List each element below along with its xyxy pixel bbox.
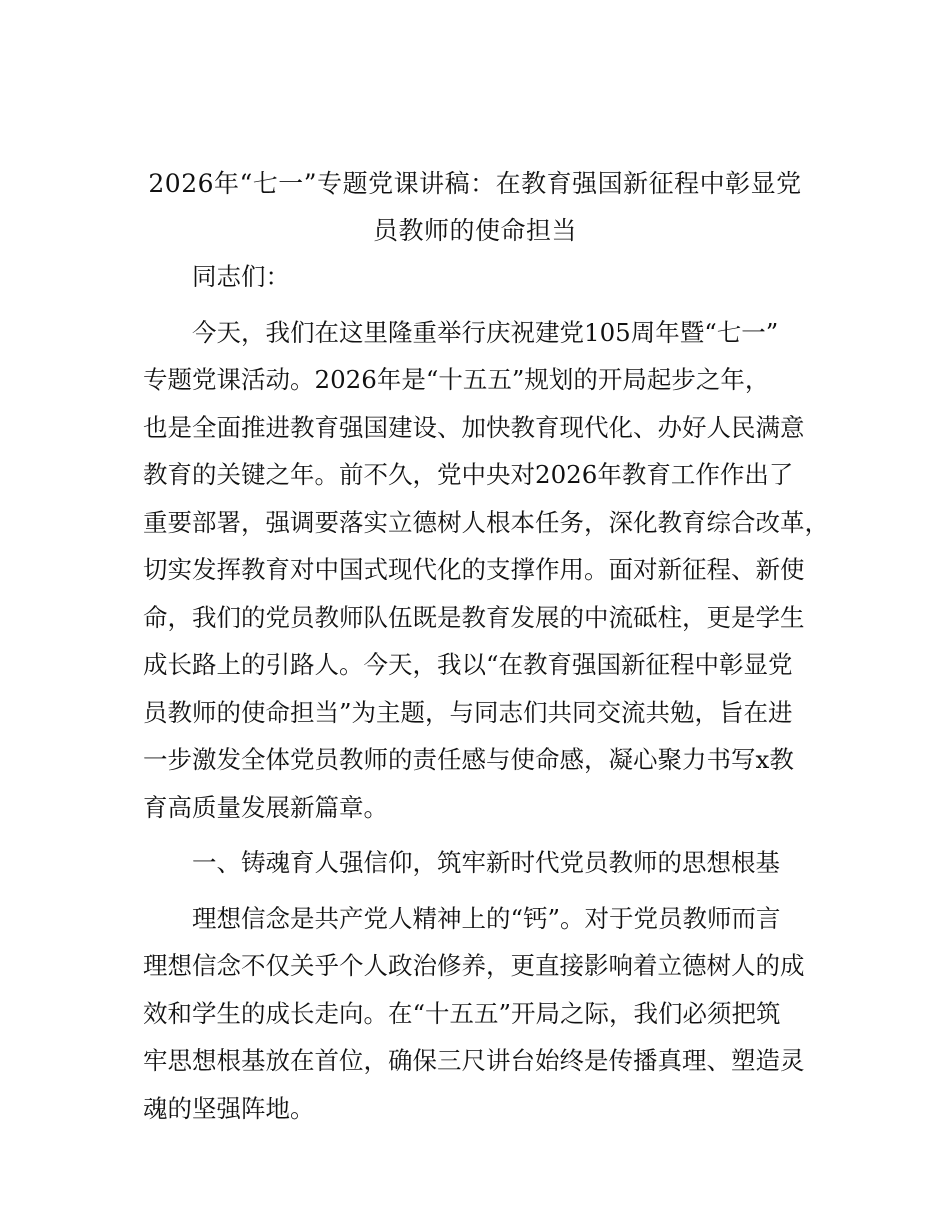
paragraph-line: 员教师的使命担当”为主题，与同志们共同交流共勉，旨在进 bbox=[143, 697, 793, 727]
salutation-text: 同志们： bbox=[192, 262, 290, 291]
paragraph-line: 成长路上的引路人。今天，我以“在教育强国新征程中彰显党 bbox=[143, 650, 793, 679]
section-heading-1 bbox=[143, 839, 808, 887]
paragraph-line: 切实发挥教育对中国式现代化的支撑作用。面对新征程、新使 bbox=[143, 555, 805, 584]
paragraph-line: 一步激发全体党员教师的责任感与使命感，凝心聚力书写x教 bbox=[143, 745, 794, 774]
document-title bbox=[143, 160, 807, 254]
paragraph-line: 重要部署，强调要落实立德树人根本任务，深化教育综合改革， bbox=[143, 507, 829, 537]
paragraph-line: 专题党课活动。2026年是“十五五”规划的开局起步之年， bbox=[143, 365, 770, 394]
paragraph-section1 bbox=[143, 895, 808, 1133]
paragraph-line: 教育的关键之年。前不久，党中央对2026年教育工作作出了 bbox=[143, 460, 794, 489]
paragraph-line: 育高质量发展新篇章。 bbox=[143, 792, 388, 822]
paragraph-line: 命，我们的党员教师队伍既是教育发展的中流砥柱，更是学生 bbox=[143, 602, 805, 632]
paragraph-line: 理想信念是共产党人精神上的“钙”。对于党员教师而言 bbox=[192, 903, 781, 933]
paragraph-line: 理想信念不仅关乎个人政治修养，更直接影响着立德树人的成 bbox=[143, 951, 805, 980]
document-body bbox=[143, 253, 829, 1140]
title-line-2: 员教师的使命担当 bbox=[372, 216, 577, 245]
paragraph-line: 牢思想根基放在首位，确保三尺讲台始终是传播真理、塑造灵 bbox=[143, 1046, 805, 1075]
title-line-1: 2026年“七一”专题党课讲稿：在教育强国新征程中彰显党 bbox=[148, 169, 802, 198]
paragraph-line: 也是全面推进教育强国建设、加快教育现代化、办好人民满意 bbox=[143, 412, 805, 442]
paragraph-intro bbox=[143, 309, 829, 832]
paragraph-line: 效和学生的成长走向。在“十五五”开局之际，我们必须把筑 bbox=[143, 998, 781, 1028]
paragraph-line: 今天，我们在这里隆重举行庆祝建党105周年暨“七一” bbox=[192, 317, 779, 347]
section-heading-text: 一、铸魂育人强信仰，筑牢新时代党员教师的思想根基 bbox=[192, 848, 780, 877]
salutation bbox=[143, 253, 808, 301]
paragraph-line: 魂的坚强阵地。 bbox=[143, 1093, 315, 1123]
